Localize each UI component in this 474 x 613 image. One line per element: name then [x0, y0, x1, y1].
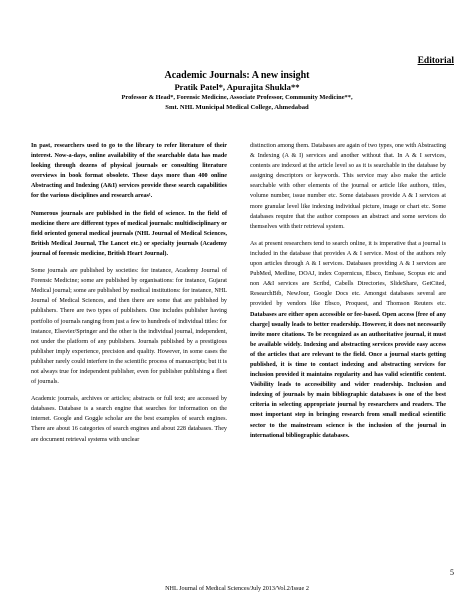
paragraph — [250, 239, 446, 441]
section-tag: Editorial — [417, 56, 454, 66]
page-number: 5 — [450, 568, 454, 577]
paragraph-bold-text: Databases are either open accessible or fee-based. Open access [free of any charge] usually leads to better readership. However, it does not necessarily invite more citations. To be recognized as an authoritative journal, it must be available widely. Indexing and abstracting services provide easy access of the articles that are relevant to the field. Once a journal starts getting published, it is time to contact indexing and abstracting services for inclusion provided it maintains regularity and has valid scientific content. Visibility leads to accessibility and wider readership. Inclusion and indexing of journals by main bibliographic databases is one of the best criteria in selecting appropriate journal by researchers and readers. The most important step in bringing research from small medical scientific sector to the mainstream science is the inclusion of the journal in international bibliographic databases. — [250, 311, 446, 439]
paragraph: distinction among them. Databases are again of two types, one with Abstracting & Indexing (A & I) services and another without that. In A & I services, contents are indexed at the article level so as it is searchable in the database by assigning descriptors or keywords. This service may also make the article searchable with other elements of the journal or article like authors, titles, volume number, issue number etc. Some databases provide A & I services at more granular level like indexing individual picture, image or chart etc. Some databases require that the author composes an abstract and some services do themselves with their retrieval system. — [250, 143, 446, 230]
paragraph: In past, researchers used to go to the library to refer literature of their interest. Now-a-days, online availability of the searchable data has made looking through dozens of physical journals or consulting literature overviews in book format obsolete. These days more than 400 online Abstracting and Indexing (A&I) services provide these search capabilities for the various disciplines and research areas¹. — [31, 143, 227, 200]
paragraph-text: As at present researchers tend to search online, it is imperative that a journal is included in the database that provides A & I service. Most of the authors rely upon articles through A & I services. Databases providing A & I services are PubMed, Medline, DOAJ, index Copernicus, Ebsco, Embase, Scopus etc and non A&I services are Scribd, Cabells Directories, SlideShare, GetCited, ResearchBib, NewJour, Google Docs etc. Amongst databases several are provided by vendors like Ebsco, Proquest, and Thomson Reuters etc. — [250, 240, 446, 308]
institution: Smt. NHL Municipal Medical College, Ahmedabad — [165, 104, 309, 111]
article-header — [0, 70, 474, 113]
left-column — [31, 141, 227, 452]
footer: NHL Journal of Medical Sciences/July 2013/Vol.2/Issue 2 — [165, 585, 309, 592]
paragraph: Some journals are published by societies: for instance, Academy Journal of Forensic Medicine; some are published by organisations: for instance, Gujarat Medical journal; some are published by medical institutions: for instance, NHL Journal of Medical Sciences, and then there are some that are published by publishers. There are two types of publishers. One includes publisher having portfolio of journals ranging from just a few to hundreds of individual titles: for instance, Elsevier/Springer and the other is the individual journal, independent, not under the platform of any publishers. Journals published by a prestigious publisher imply experience, precision and quality. However, in some cases the publisher rarely could interfere in the scientific process of manuscripts; but it is not always true for independent publisher, even for publisher publishing a fleet of journals. — [31, 268, 227, 386]
author-affiliation: Professor & Head*, Forensic Medicine, Associate Professor, Community Medicine**, — [121, 94, 353, 101]
article-title: Academic Journals: A new insight — [164, 70, 310, 81]
right-column — [250, 141, 446, 448]
article-authors: Pratik Patel*, Apurajita Shukla** — [174, 82, 300, 92]
paragraph: Academic journals, archives or articles; abstracts or full text; are accessed by databases. Database is a search engine that searches for information on the internet. Google and Goggle scholar are the best examples of search engines. There are about 16 categories of search engines and about 228 databases. They are document retrieval systems with unclear — [31, 396, 227, 443]
paragraph: Numerous journals are published in the field of science. In the field of medicine there are different types of medical journals: multidisciplinary or field oriented general medical journals (NHL Journal of Medical Sciences, British Medical Journal, The Lancet etc.) or specialty journals (Academy journal of forensic medicine, British Heart Journal). — [31, 210, 227, 257]
